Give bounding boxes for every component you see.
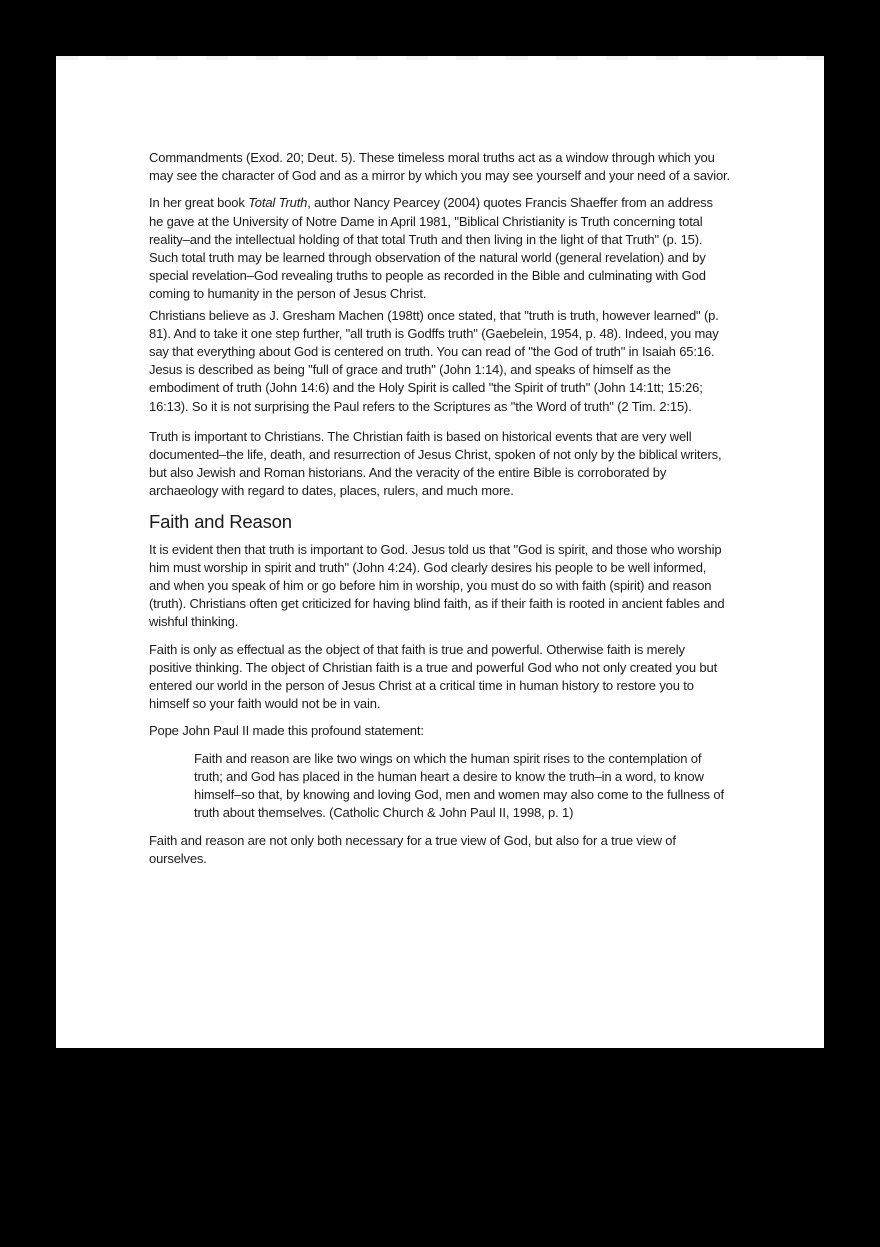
document-page [56, 56, 824, 1048]
paragraph-faith-reason-conclusion: Faith and reason are not only both necessary for a true view of God, but also for a true view of ourselves. [149, 832, 676, 866]
section-heading-faith-and-reason: Faith and Reason [149, 510, 292, 532]
block-quote-john-paul-ii: Faith and reason are like two wings on which the human spirit rises to the contemplation of truth; and God has placed in the human heart a desire to know the truth–in a word, to know himself–so that, by knowing and loving God, men and women may also come to the fullness of truth about themselves. (Catholic Church & John Paul II, 1998, p. 1) [194, 750, 724, 821]
book-title-total-truth: Total Truth [248, 195, 308, 211]
paragraph-pope-statement-intro: Pope John Paul II made this profound statement: [149, 723, 424, 739]
paragraph-commandments: Commandments (Exod. 20; Deut. 5). These timeless moral truths act as a window through which you may see the character of God and as a mirror by which you may see yourself and your need of a savior. [149, 150, 730, 184]
paragraph-total-truth [149, 194, 730, 303]
paragraph-truth-is-truth: Christians believe as J. Gresham Machen (198tt) once stated, that "truth is truth, however learned" (p. 81). And to take it one step further, "all truth is Godffs truth" (Gaebelein, 1954, p. 48). Indeed, you may say that everything about God is centered on truth. You can read of "the God of truth" in Isaiah 65:16. Jesus is described as being "full of grace and truth" (John 1:14), and speaks of himself as the embodiment of truth (John 14:6) and the Holy Spirit is called "the Spirit of truth" (John 14:1tt; 15:26; 16:13). So it is not surprising the Paul refers to the Scriptures as "the Word of truth" (2 Tim. 2:15). [149, 307, 719, 414]
paragraph-truth-important: Truth is important to Christians. The Christian faith is based on historical events that are very well documented–the life, death, and resurrection of Jesus Christ, spoken of not only by the biblical writers, but also Jewish and Roman historians. And the veracity of the entire Bible is corroborated by archaeology with regard to dates, places, rulers, and much more. [149, 428, 722, 499]
document-content [149, 149, 730, 877]
paragraph-faith-effectual: Faith is only as effectual as the object of that faith is true and powerful. Otherwise faith is merely positive thinking. The object of Christian faith is a true and powerful God who not only created you but entered our world in the person of Jesus Christ at a critical time in human history to restore you to himself so your faith would not be in vain. [149, 641, 718, 712]
page-top-edge-artifact [56, 56, 824, 60]
paragraph-evident-truth: It is evident then that truth is important to God. Jesus told us that "God is spirit, and those who worship him must worship in spirit and truth" (John 4:24). God clearly desires his people to be well informed, and when you speak of him or go before him in worship, you must do so with faith (spirit) and reason (truth). Christians often get criticized for having blind faith, as if their faith is rooted in ancient fables and wishful thinking. [149, 541, 725, 630]
paragraph-total-truth-lead: In her great book [149, 195, 249, 211]
paragraph-total-truth-rest: , author Nancy Pearcey (2004) quotes Francis Shaeffer from an address he gave at the University of Notre Dame in April 1981, "Biblical Christianity is Truth concerning total reality–and the intellectual holding of that total Truth and then living in the light of that Truth" (p. 15). Such total truth may be learned through observation of the natural world (general revelation) and by special revelation–God revealing truths to people as recorded in the Bible and culminating with God coming to humanity in the person of Jesus Christ. [149, 195, 713, 302]
